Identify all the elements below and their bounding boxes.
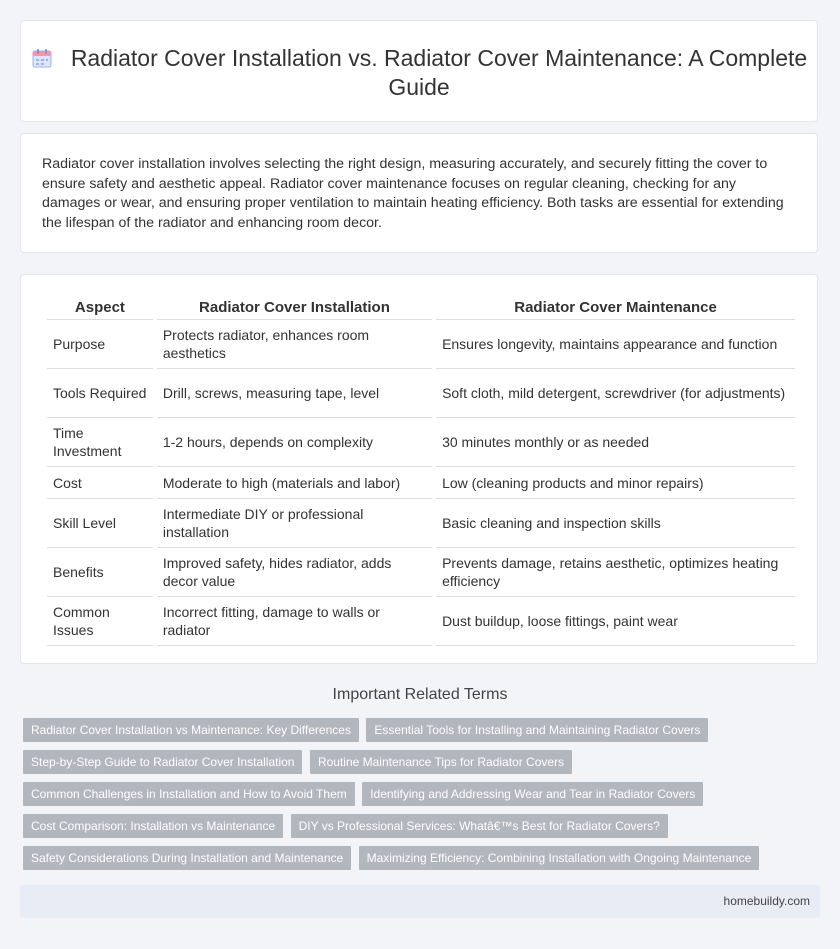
table-cell: Dust buildup, loose fittings, paint wear <box>436 597 795 646</box>
table-cell: Skill Level <box>47 499 153 548</box>
table-row <box>47 418 795 467</box>
table-cell: Time Investment <box>47 418 153 467</box>
table-cell: Prevents damage, retains aesthetic, optimizes heating efficiency <box>436 548 795 597</box>
table-header-row <box>47 295 795 320</box>
page-title-text: Radiator Cover Installation vs. Radiator Cover Maintenance: A Complete Guide <box>70 45 808 100</box>
related-term-tag[interactable]: Identifying and Addressing Wear and Tear in Radiator Covers <box>362 782 703 806</box>
table-cell: Ensures longevity, maintains appearance and function <box>436 320 795 369</box>
table-cell: Tools Required <box>47 369 153 418</box>
table-cell: Low (cleaning products and minor repairs) <box>436 467 795 499</box>
comparison-table <box>43 295 799 646</box>
related-term-tag[interactable]: Radiator Cover Installation vs Maintenance: Key Differences <box>23 718 359 742</box>
table-row <box>47 369 795 418</box>
table-cell: Improved safety, hides radiator, adds decor value <box>157 548 432 597</box>
table-cell: Protects radiator, enhances room aesthetics <box>157 320 432 369</box>
related-term-tag[interactable]: Essential Tools for Installing and Maintaining Radiator Covers <box>366 718 708 742</box>
table-cell: Basic cleaning and inspection skills <box>436 499 795 548</box>
page-title <box>21 44 817 102</box>
comparison-card <box>20 274 818 664</box>
header-installation: Radiator Cover Installation <box>157 295 432 320</box>
related-terms-list <box>23 718 823 878</box>
table-cell: Purpose <box>47 320 153 369</box>
calendar-icon <box>31 47 53 69</box>
related-term-tag[interactable]: Step-by-Step Guide to Radiator Cover Installation <box>23 750 302 774</box>
related-term-tag[interactable]: Routine Maintenance Tips for Radiator Covers <box>310 750 572 774</box>
table-cell: Benefits <box>47 548 153 597</box>
table-cell: Common Issues <box>47 597 153 646</box>
header-maintenance: Radiator Cover Maintenance <box>436 295 795 320</box>
related-term-tag[interactable]: DIY vs Professional Services: Whatâ€™s Best for Radiator Covers? <box>291 814 668 838</box>
table-cell: Drill, screws, measuring tape, level <box>157 369 432 418</box>
table-cell: Cost <box>47 467 153 499</box>
footer-site-link[interactable]: homebuildy.com <box>723 894 810 908</box>
table-row <box>47 467 795 499</box>
table-cell: Soft cloth, mild detergent, screwdriver (for adjustments) <box>436 369 795 418</box>
related-term-tag[interactable]: Common Challenges in Installation and How to Avoid Them <box>23 782 355 806</box>
related-terms-heading: Important Related Terms <box>332 686 508 703</box>
header-aspect: Aspect <box>47 295 153 320</box>
intro-paragraph: Radiator cover installation involves selecting the right design, measuring accurately, and securely fitting the cover to ensure safety and aesthetic appeal. Radiator cover maintenance focuses on regular cleaning, checking for any damages or wear, and ensuring proper ventilation to maintain heating efficiency. Both tasks are essential for extending the lifespan of the radiator and enhancing room decor. <box>42 156 784 231</box>
title-card <box>20 20 818 122</box>
table-cell: Moderate to high (materials and labor) <box>157 467 432 499</box>
table-row <box>47 499 795 548</box>
related-term-tag[interactable]: Maximizing Efficiency: Combining Installation with Ongoing Maintenance <box>359 846 760 870</box>
table-cell: Intermediate DIY or professional installation <box>157 499 432 548</box>
related-term-tag[interactable]: Cost Comparison: Installation vs Maintenance <box>23 814 283 838</box>
table-row <box>47 320 795 369</box>
related-term-tag[interactable]: Safety Considerations During Installation and Maintenance <box>23 846 351 870</box>
table-cell: 1-2 hours, depends on complexity <box>157 418 432 467</box>
table-cell: 30 minutes monthly or as needed <box>436 418 795 467</box>
footer <box>20 885 820 918</box>
table-row <box>47 597 795 646</box>
table-cell: Incorrect fitting, damage to walls or radiator <box>157 597 432 646</box>
table-row <box>47 548 795 597</box>
intro-card <box>20 133 818 253</box>
